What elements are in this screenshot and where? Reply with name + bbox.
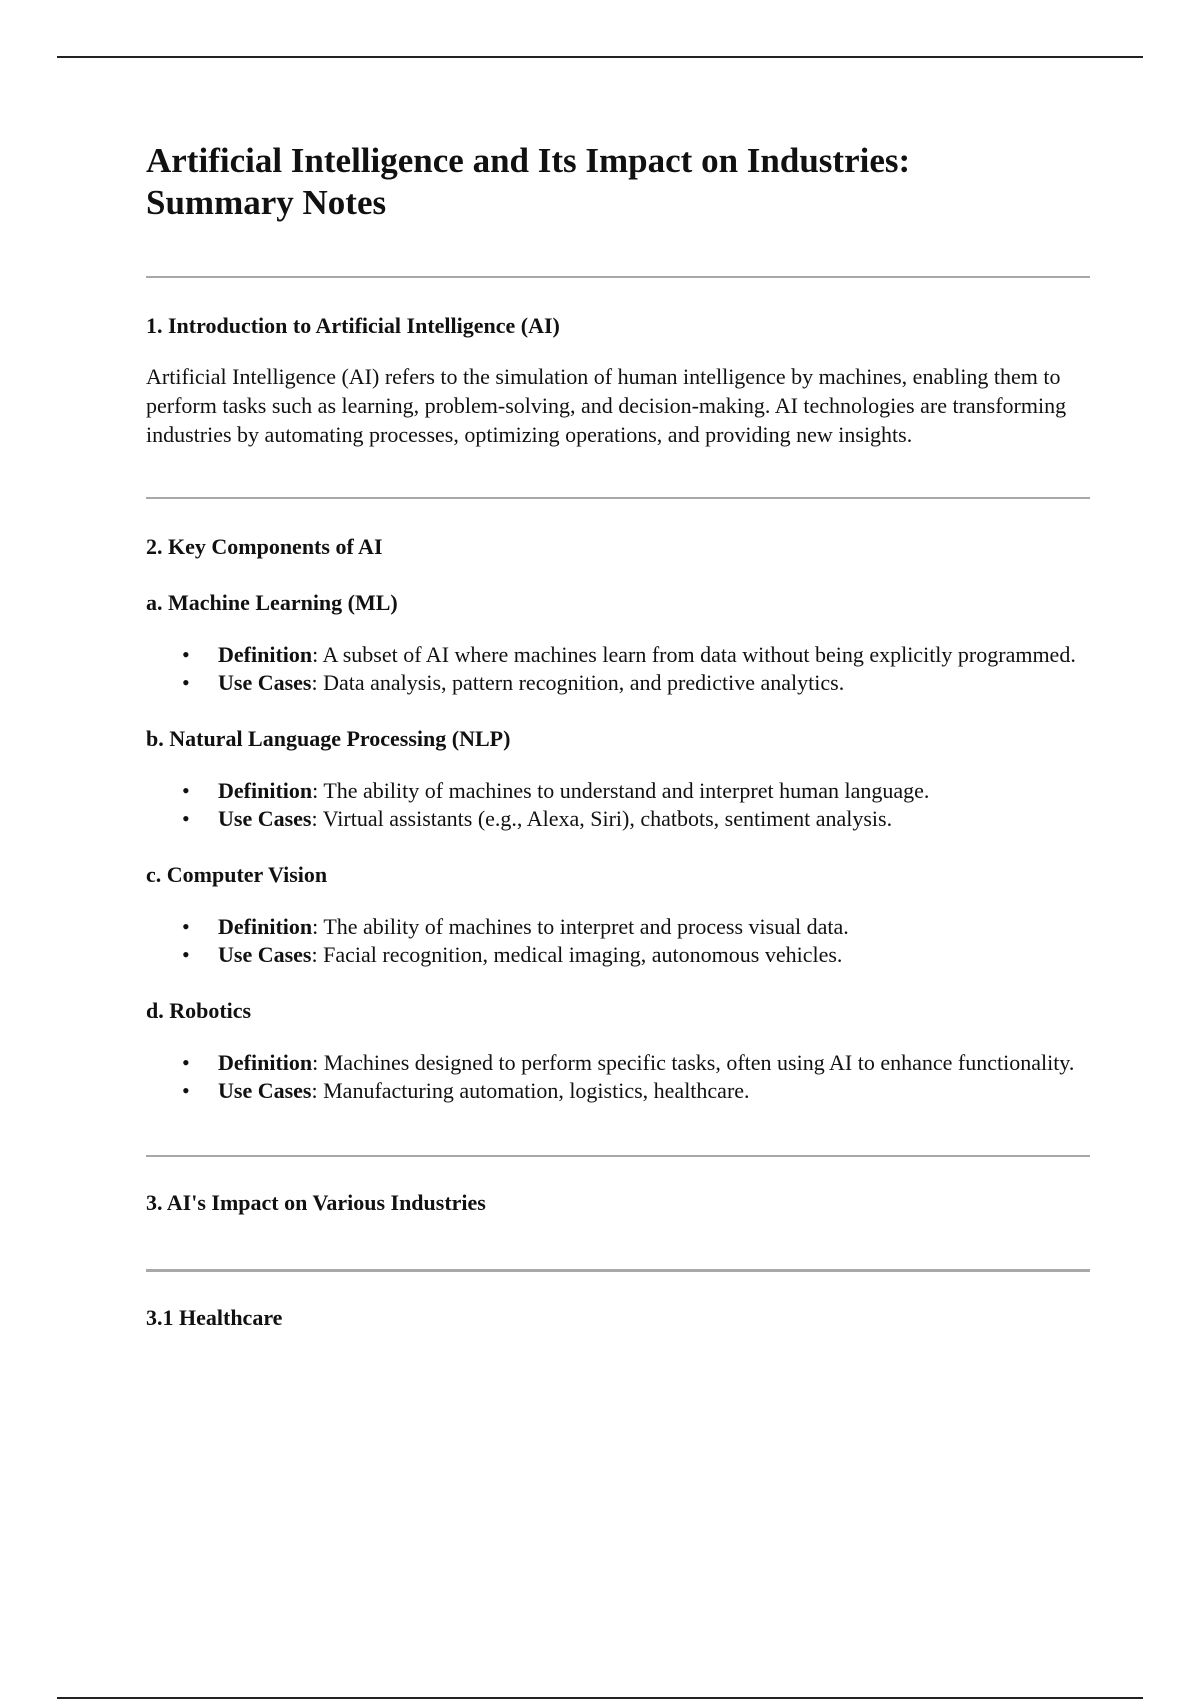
bullet-icon: • bbox=[182, 778, 190, 803]
subsection-heading-nlp: b. Natural Language Processing (NLP) bbox=[146, 726, 511, 751]
list-item bbox=[182, 1077, 1090, 1105]
definition-label: Definition bbox=[218, 914, 313, 939]
definition-text: : A subset of AI where machines learn from data without being explicitly programmed. bbox=[312, 642, 1076, 667]
definition-text: : The ability of machines to interpret and process visual data. bbox=[312, 914, 849, 939]
document-title: Artificial Intelligence and Its Impact on Industries: Summary Notes bbox=[146, 141, 911, 222]
definition-text: : Machines designed to perform specific tasks, often using AI to enhance functionality. bbox=[312, 1050, 1075, 1075]
bullet-icon: • bbox=[182, 942, 190, 967]
definition-label: Definition bbox=[218, 1050, 313, 1075]
section-heading-impact: 3. AI's Impact on Various Industries bbox=[146, 1190, 486, 1215]
cv-list bbox=[146, 913, 1090, 969]
section-heading-intro: 1. Introduction to Artificial Intelligence (AI) bbox=[146, 313, 560, 338]
bullet-icon: • bbox=[182, 642, 190, 667]
page-top-rule bbox=[57, 56, 1143, 58]
definition-label: Definition bbox=[218, 642, 313, 667]
section-heading-components: 2. Key Components of AI bbox=[146, 534, 383, 559]
usecases-text: : Manufacturing automation, logistics, healthcare. bbox=[311, 1078, 750, 1103]
list-item bbox=[182, 805, 1090, 833]
section-divider-1 bbox=[146, 276, 1090, 278]
list-item bbox=[182, 913, 1090, 941]
section-divider-2 bbox=[146, 497, 1090, 499]
subsection-heading-cv: c. Computer Vision bbox=[146, 862, 328, 887]
usecases-label: Use Cases bbox=[218, 806, 312, 831]
bullet-icon: • bbox=[182, 670, 190, 695]
usecases-label: Use Cases bbox=[218, 1078, 312, 1103]
definition-label: Definition bbox=[218, 778, 313, 803]
usecases-text: : Virtual assistants (e.g., Alexa, Siri), chatbots, sentiment analysis. bbox=[311, 806, 893, 831]
definition-text: : The ability of machines to understand and interpret human language. bbox=[312, 778, 930, 803]
usecases-label: Use Cases bbox=[218, 942, 312, 967]
list-item bbox=[182, 777, 1090, 805]
document-body bbox=[146, 140, 1090, 1332]
subsection-heading-healthcare: 3.1 Healthcare bbox=[146, 1305, 283, 1330]
section-divider-4 bbox=[146, 1269, 1090, 1272]
intro-paragraph: Artificial Intelligence (AI) refers to the simulation of human intelligence by machines, enabling them to perform tasks such as learning, problem-solving, and decision-making. AI technologies are transforming industries by automating processes, optimizing operations, and providing new insights. bbox=[146, 364, 1067, 447]
ml-list bbox=[146, 641, 1090, 697]
nlp-list bbox=[146, 777, 1090, 833]
subsection-heading-robotics: d. Robotics bbox=[146, 998, 252, 1023]
page-bottom-rule bbox=[57, 1697, 1143, 1699]
list-item bbox=[182, 1049, 1090, 1077]
usecases-text: : Facial recognition, medical imaging, autonomous vehicles. bbox=[311, 942, 843, 967]
bullet-icon: • bbox=[182, 806, 190, 831]
usecases-text: : Data analysis, pattern recognition, and predictive analytics. bbox=[311, 670, 845, 695]
bullet-icon: • bbox=[182, 914, 190, 939]
list-item bbox=[182, 641, 1090, 669]
list-item bbox=[182, 941, 1090, 969]
usecases-label: Use Cases bbox=[218, 670, 312, 695]
subsection-heading-ml: a. Machine Learning (ML) bbox=[146, 590, 398, 615]
robotics-list bbox=[146, 1049, 1090, 1105]
bullet-icon: • bbox=[182, 1050, 190, 1075]
bullet-icon: • bbox=[182, 1078, 190, 1103]
section-divider-3 bbox=[146, 1155, 1090, 1157]
list-item bbox=[182, 669, 1090, 697]
